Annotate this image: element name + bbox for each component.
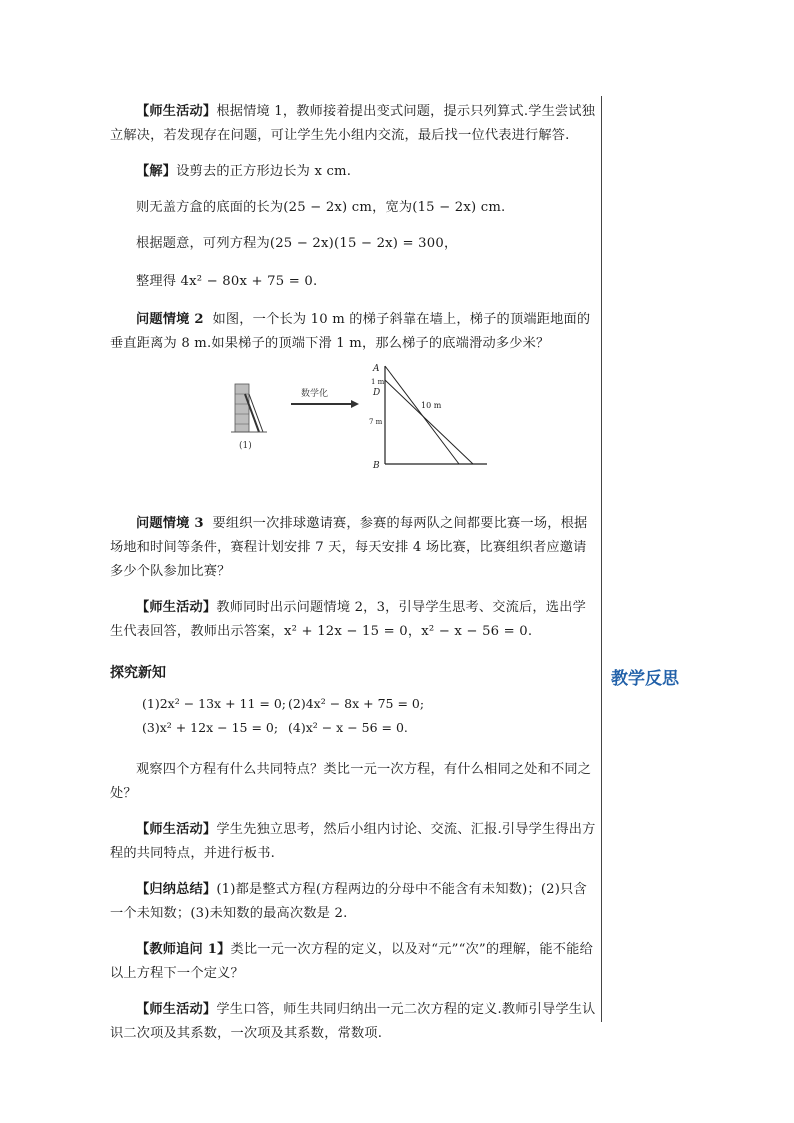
activity-paragraph-4: 【师生活动】学生口答，师生共同归纳出一元二次方程的定义.教师引导学生认识二次项及其系数，一次项及其系数，常数项.: [110, 1002, 596, 1041]
point-b-label: B: [373, 461, 380, 471]
explore-heading: 探究新知: [110, 665, 166, 681]
activity-paragraph-2: 【师生活动】教师同时出示问题情境 2，3，引导学生思考、交流后，选出学生代表回答，教师出示答案，x² + 12x − 15 = 0，x² − x − 56 = 0.: [110, 600, 586, 639]
equation-3: (3)x² + 12x − 15 = 0;: [142, 720, 279, 735]
activity-paragraph-1: 【师生活动】根据情境 1，教师接着提出变式问题，提示只列算式.学生尝试独立解决，若发现存在问题，可让学生先小组内交流，最后找一位代表进行解答.: [110, 104, 596, 143]
summary-paragraph: 【归纳总结】(1)都是整式方程(方程两边的分母中不能含有未知数)；(2)只含一个未知数；(3)未知数的最高次数是 2.: [110, 882, 587, 921]
equation-list: [110, 694, 598, 748]
equation-line: 根据题意，可列方程为(25 − 2x)(15 − 2x) = 300，: [136, 236, 458, 251]
lesson-content-lower: [110, 512, 598, 1046]
ladder-figure: [225, 360, 505, 480]
arrow-label: 数学化: [301, 389, 329, 399]
problem-situation-2: 问题情境 2 如图，一个长为 10 m 的梯子斜靠在墙上，梯子的顶端距地面的垂直距离为 8 m.如果梯子的顶端下滑 1 m，那么梯子的底端滑动多少米？: [110, 312, 591, 351]
column-divider: [601, 96, 602, 1022]
follow-up-question: 【教师追问 1】类比一元一次方程的定义，以及对“元”“次”的理解，能不能给以上方程下一个定义？: [110, 942, 593, 981]
arrow-head: [351, 400, 359, 408]
segment-1m-label: 1 m: [371, 378, 385, 386]
equation-1: (1)2x² − 13x + 11 = 0;: [142, 696, 287, 711]
point-a-label: A: [373, 364, 380, 374]
wall-illustration: [231, 384, 267, 432]
lesson-content: [110, 100, 598, 356]
point-d-label: D: [373, 388, 381, 398]
simplified-equation-line: 整理得 4x² − 80x + 75 = 0.: [136, 274, 318, 289]
equation-2: (2)4x² − 8x + 75 = 0;: [288, 696, 425, 711]
activity-paragraph-3: 【师生活动】学生先独立思考，然后小组内讨论、交流、汇报.引导学生得出方程的共同特点，并进行板书.: [110, 822, 596, 861]
segment-7m-label: 7 m: [369, 418, 383, 426]
problem-situation-3: 问题情境 3 要组织一次排球邀请赛，参赛的每两队之间都要比赛一场，根据场地和时间等条件，赛程计划安排 7 天，每天安排 4 场比赛，比赛组织者应邀请多少个队参加比赛？: [110, 516, 588, 579]
solution-paragraph: 【解】设剪去的正方形边长为 x cm.: [136, 164, 352, 179]
ladder-slid: [385, 380, 473, 464]
ladder-length-label: 10 m: [421, 401, 442, 410]
equation-4: (4)x² − x − 56 = 0.: [288, 720, 408, 735]
teaching-reflection-heading: 教学反思: [611, 669, 679, 689]
observe-question: 观察四个方程有什么共同特点？类比一元一次方程，有什么相同之处和不同之处？: [110, 762, 592, 801]
figure-caption: (1): [239, 441, 252, 451]
base-dimensions-line: 则无盖方盒的底面的长为(25 − 2x) cm，宽为(15 − 2x) cm.: [136, 200, 506, 215]
ladder-diagram-svg: [225, 360, 505, 480]
